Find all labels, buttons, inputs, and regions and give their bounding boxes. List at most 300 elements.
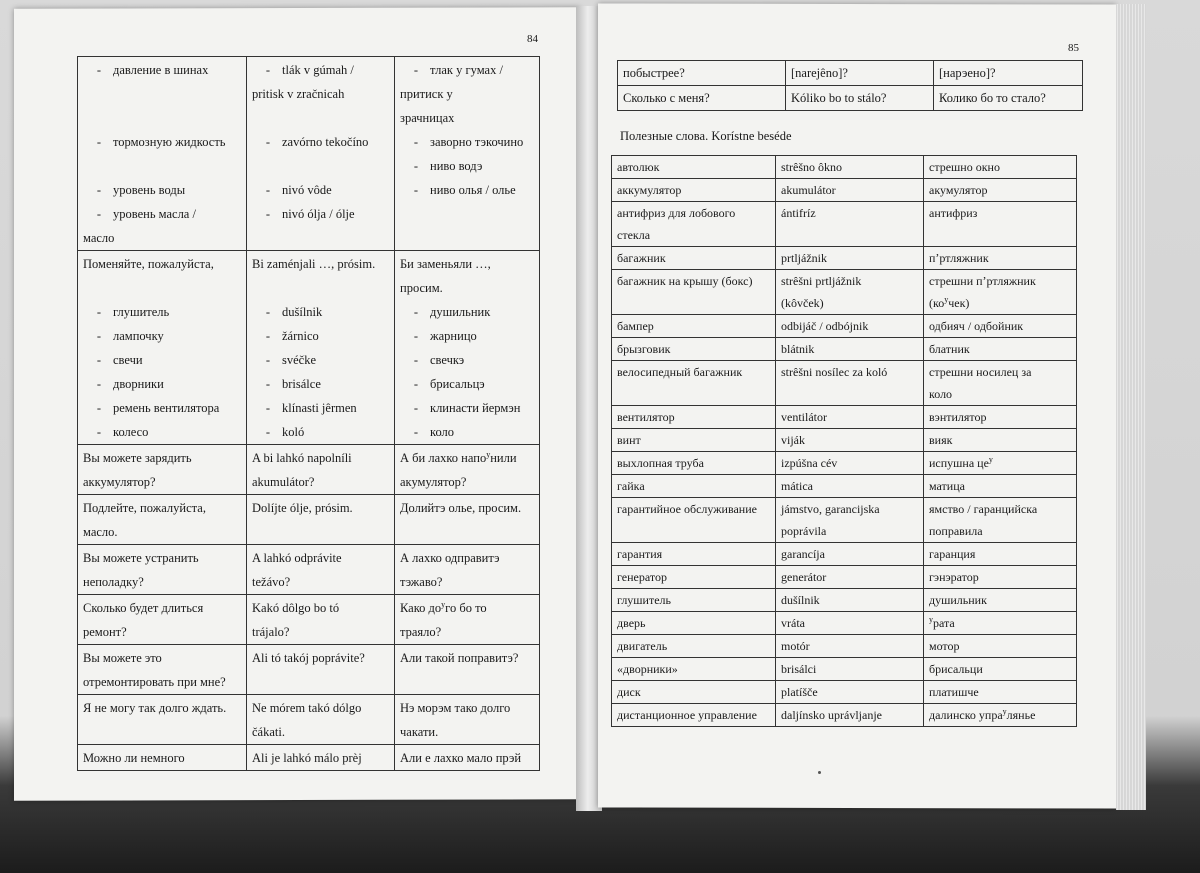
table-cell [924,429,1077,452]
table-cell [924,566,1077,589]
cell-line: велосипедный багажник [617,365,743,379]
cell-line: Dolíjte ólje, prósim. [252,501,353,515]
table-cell [924,202,1077,247]
cell-line: брызговик [617,342,671,356]
table-cell [776,704,924,727]
table-cell [612,202,776,247]
cell-line: - свечкэ [400,348,534,372]
table-cell [612,270,776,315]
cell-line [83,276,241,300]
table-cell [247,57,395,251]
table-cell [612,635,776,658]
table-row [612,566,1077,589]
cell-line: далинско упра$^y$лянье [929,707,1036,722]
cell-line: - свечи [83,348,241,372]
table-cell [395,495,540,545]
cell-line: Колико бо то стало? [939,91,1046,105]
cell-line: [narejêno]? [791,66,848,80]
list-dash: - [96,63,101,77]
cell-line: - лампочку [83,324,241,348]
phrase-table-right-top [617,60,1083,111]
cell-line: брисальци [929,662,983,676]
cell-line: диск [617,685,641,699]
table-cell [78,445,247,495]
cell-line: težávo? [252,575,291,589]
cell-line: viják [781,433,805,447]
table-cell [612,179,776,202]
table-cell [776,156,924,179]
cell-line: (kôvček) [781,296,824,310]
table-cell [924,156,1077,179]
table-cell [924,315,1077,338]
cell-line [252,226,389,250]
cell-line: поправила [929,524,983,538]
cell-line: матица [929,479,965,493]
list-dash: - [96,135,101,149]
table-cell [934,61,1083,86]
list-dash: - [96,353,101,367]
table-cell [924,270,1077,315]
table-row [612,452,1077,475]
table-cell [78,251,247,445]
table-cell [612,452,776,475]
cell-line: масло. [83,525,118,539]
cell-line: izpúšna cév [781,456,838,470]
cell-line: генератор [617,570,667,584]
vocabulary-table [611,155,1077,727]
list-dash: - [96,401,101,415]
cell-line: Сколько с меня? [623,91,710,105]
cell-line: испушна $це^y$ [929,455,993,470]
table-cell [78,745,247,771]
cell-line: Bi zaménjali …, prósim. [252,257,376,271]
cell-line: А би лахко напо$^y$нили [400,449,517,465]
table-cell [395,251,540,445]
cell-line: - колесо [83,420,241,444]
table-cell [78,57,247,251]
cell-line: pritisk v zračnicah [252,87,345,101]
table-row [78,595,540,645]
cell-line: глушитель [617,593,671,607]
table-cell [618,61,786,86]
table-row [612,635,1077,658]
table-cell [924,361,1077,406]
table-row [612,406,1077,429]
table-row [612,315,1077,338]
cell-line: A bi lahkó napolníli [252,451,352,465]
cell-line: - тлак у гумах / [400,58,534,82]
table-cell [247,595,395,645]
cell-line: гайка [617,479,645,493]
cell-line: trájalo? [252,625,290,639]
cell-line: ямство / гаранцийска [929,502,1038,516]
list-dash: - [413,353,418,367]
table-cell [612,361,776,406]
list-dash: - [265,305,270,319]
cell-line: daljínsko uprávljanje [781,708,882,722]
cell-line: притиск у [400,87,453,101]
list-dash: - [96,329,101,343]
list-dash: - [96,377,101,391]
cell-line: масло [83,231,115,245]
cell-line: антифриз [929,206,978,220]
table-row [78,745,540,771]
cell-line [83,106,241,130]
table-cell [612,543,776,566]
cell-line: - глушитель [83,300,241,324]
table-cell [776,543,924,566]
table-cell [395,745,540,771]
table-cell [776,498,924,543]
table-cell [78,645,247,695]
table-cell [395,645,540,695]
table-row [78,57,540,251]
cell-line: неполадку? [83,575,144,589]
cell-line: Поменяйте, пожалуйста, [83,257,214,271]
cell-line: выхлопная труба [617,456,704,470]
cell-line: Ne mórem takó dólgo [252,701,362,715]
cell-line: вияк [929,433,953,447]
table-cell [786,86,934,111]
cell-line: Би заменьяли …, [400,257,491,271]
cell-line: Вы можете зарядить [83,451,192,465]
list-dash: - [265,329,270,343]
table-cell [78,495,247,545]
cell-line: Kóliko bo to stálo? [791,91,887,105]
cell-line [400,202,534,226]
cell-line: платишче [929,685,979,699]
cell-line: побыстрее? [623,66,685,80]
cell-line: A lahkó odprávite [252,551,342,565]
cell-line: гэнэратор [929,570,979,584]
cell-line: čákati. [252,725,285,739]
cell-line: blátnik [781,342,815,356]
cell-line: акумулятор? [400,475,467,489]
cell-line [83,82,241,106]
table-cell [395,445,540,495]
cell-line: brisálci [781,662,817,676]
cell-line: душильник [929,593,987,607]
cell-line: strêšni nosílec za koló [781,365,888,379]
cell-line: гаранция [929,547,976,561]
phrase-table-left [77,56,540,771]
list-dash: - [265,183,270,197]
cell-line: акумулятор [929,183,988,197]
scan-speck [818,771,821,774]
cell-line: коло [929,387,953,401]
list-dash: - [265,207,270,221]
cell-line: - дворники [83,372,241,396]
table-row [612,589,1077,612]
cell-line: prtljážnik [781,251,827,265]
cell-line: Я не могу так долго ждать. [83,701,227,715]
cell-line: - tlák v gúmah / [252,58,389,82]
list-dash: - [96,183,101,197]
table-cell [612,406,776,429]
cell-line: jámstvo, garancijska [781,502,880,516]
table-row [612,338,1077,361]
table-cell [612,315,776,338]
table-cell [924,635,1077,658]
table-cell [612,475,776,498]
cell-line: $(ко^yчек)$ [929,295,970,310]
table-cell [612,156,776,179]
table-cell [776,681,924,704]
table-cell [612,429,776,452]
table-cell [395,545,540,595]
cell-line: бампер [617,319,654,333]
cell-line: ремонт? [83,625,127,639]
table-row [78,251,540,445]
cell-line: Kakó dôlgo bo tó [252,601,340,615]
cell-line: чакати. [400,725,439,739]
cell-line: - уровень масла / [83,202,241,226]
cell-line: просим. [400,281,443,295]
cell-line: $^y$рата [929,615,955,630]
table-row [78,695,540,745]
cell-line: Ali tó takój poprávite? [252,651,365,665]
cell-line: - dušílnik [252,300,389,324]
list-dash: - [96,305,101,319]
table-cell [934,86,1083,111]
table-cell [612,681,776,704]
table-cell [924,543,1077,566]
cell-line: - заворно тэкочино [400,130,534,154]
cell-line: - ремень вентилятора [83,396,241,420]
cell-line: аккумулятор [617,183,682,197]
cell-line: «дворники» [617,662,678,676]
cell-line: - коло [400,420,534,444]
cell-line: Подлейте, пожалуйста, [83,501,206,515]
table-row [78,545,540,595]
cell-line: Нэ морэм тако долго [400,701,511,715]
table-cell [924,704,1077,727]
cell-line: - nivó ólja / ólje [252,202,389,226]
table-cell [612,704,776,727]
table-cell [776,338,924,361]
cell-line: Долийтэ олье, просим. [400,501,522,515]
cell-line: dušílnik [781,593,820,607]
table-cell [776,635,924,658]
cell-line: антифриз для лобового [617,206,736,220]
list-dash: - [265,135,270,149]
cell-line: akumulátor [781,183,836,197]
cell-line: Вы можете устранить [83,551,199,565]
table-cell [247,495,395,545]
table-cell [776,361,924,406]
cell-line: пʼртляжник [929,251,989,265]
page-number-right: 85 [1068,42,1079,54]
table-cell [924,179,1077,202]
cell-line: garancíja [781,547,825,561]
cell-line: - давление в шинах [83,58,241,82]
list-dash: - [265,353,270,367]
table-row [612,658,1077,681]
table-row [612,612,1077,635]
cell-line: [нарэено]? [939,66,996,80]
table-cell [776,406,924,429]
cell-line: Али такой поправитэ? [400,651,519,665]
cell-line: дверь [617,616,646,630]
page-edges [1116,4,1146,810]
cell-line: Сколько будет длиться [83,601,204,615]
cell-line: стрешни пʼртляжник [929,274,1036,288]
cell-line: отремонтировать при мне? [83,675,226,689]
list-dash: - [413,305,418,319]
cell-line: стрешно окно [929,160,1000,174]
list-dash: - [265,377,270,391]
cell-line: стекла [617,228,651,242]
cell-line [252,276,389,300]
table-cell [618,86,786,111]
cell-line: автолюк [617,160,660,174]
cell-line: motór [781,639,810,653]
cell-line [83,154,241,178]
table-cell [612,658,776,681]
cell-line: odbijáč / odbójnik [781,319,869,333]
cell-line: - žárnico [252,324,389,348]
list-dash: - [413,135,418,149]
table-cell [395,695,540,745]
cell-line: дистанционное управление [617,708,757,722]
table-cell [395,595,540,645]
table-row [612,202,1077,247]
table-cell [776,475,924,498]
cell-line [252,154,389,178]
cell-line: блатник [929,342,970,356]
cell-line: Вы можете это [83,651,162,665]
cell-line: ventilátor [781,410,827,424]
cell-line: тэжаво? [400,575,443,589]
table-cell [247,545,395,595]
list-dash: - [413,63,418,77]
cell-line: вентилятор [617,410,675,424]
table-cell [924,658,1077,681]
table-cell [924,338,1077,361]
cell-line: Како $до^yго$ бо то [400,599,487,615]
cell-line: - svéčke [252,348,389,372]
table-cell [776,247,924,270]
cell-line: - брисальцэ [400,372,534,396]
table-cell [776,429,924,452]
cell-line: poprávila [781,524,827,538]
cell-line: - тормозную жидкость [83,130,241,154]
table-row [612,156,1077,179]
table-cell [78,545,247,595]
table-cell [78,595,247,645]
cell-line [400,226,534,250]
cell-line: гарантийное обслуживание [617,502,757,516]
cell-line: platíšče [781,685,818,699]
table-row [612,475,1077,498]
cell-line: strêšni prtljážnik [781,274,862,288]
table-cell [612,566,776,589]
section-title: Полезные слова. Korístne beséde [620,129,792,143]
cell-line: гарантия [617,547,663,561]
table-row [618,86,1083,111]
table-cell [786,61,934,86]
table-cell [612,498,776,543]
table-cell [776,202,924,247]
table-cell [776,566,924,589]
list-dash: - [413,425,418,439]
table-cell [776,179,924,202]
cell-line: - ниво олья / олье [400,178,534,202]
cell-line: - ниво водэ [400,154,534,178]
table-cell [247,251,395,445]
list-dash: - [413,377,418,391]
cell-line: багажник на крышу (бокс) [617,274,753,288]
table-cell [776,270,924,315]
table-cell [924,247,1077,270]
table-row [612,429,1077,452]
list-dash: - [96,425,101,439]
table-cell [395,57,540,251]
list-dash: - [413,401,418,415]
cell-line: strêšno ôkno [781,160,842,174]
list-dash: - [265,401,270,415]
table-cell [612,247,776,270]
cell-line: generátor [781,570,827,584]
table-cell [612,589,776,612]
cell-line: Можно ли немного [83,751,185,765]
cell-line: винт [617,433,641,447]
cell-line: - nivó vôde [252,178,389,202]
cell-line: багажник [617,251,666,265]
table-cell [924,589,1077,612]
table-cell [924,406,1077,429]
list-dash: - [96,207,101,221]
table-cell [776,658,924,681]
cell-line [252,106,389,130]
table-cell [924,612,1077,635]
cell-line: одбияч / одбойник [929,319,1024,333]
cell-line: А лахко одправитэ [400,551,500,565]
cell-line: - brisálce [252,372,389,396]
cell-line: - душильник [400,300,534,324]
list-dash: - [413,329,418,343]
cell-line: вэнтилятор [929,410,987,424]
table-cell [924,452,1077,475]
table-row [612,681,1077,704]
table-cell [924,681,1077,704]
cell-line: Али е лахко мало прэй [400,751,522,765]
list-dash: - [265,425,270,439]
table-cell [776,315,924,338]
list-dash: - [265,63,270,77]
table-row [612,179,1077,202]
table-cell [78,695,247,745]
list-dash: - [413,183,418,197]
cell-line: двигатель [617,639,668,653]
table-cell [924,498,1077,543]
cell-line: - уровень воды [83,178,241,202]
table-cell [776,452,924,475]
table-row [612,361,1077,406]
table-cell [776,589,924,612]
cell-line: - zavórno tekočíno [252,130,389,154]
cell-line: - клинасти йермэн [400,396,534,420]
table-cell [612,338,776,361]
table-row [612,247,1077,270]
table-cell [612,612,776,635]
cell-line: - koló [252,420,389,444]
table-cell [924,475,1077,498]
cell-line: зрачницах [400,111,455,125]
cell-line: Ali je lahkó málo prèj [252,751,362,765]
cell-line: - klínasti jêrmen [252,396,389,420]
cell-line: ántifríz [781,206,816,220]
